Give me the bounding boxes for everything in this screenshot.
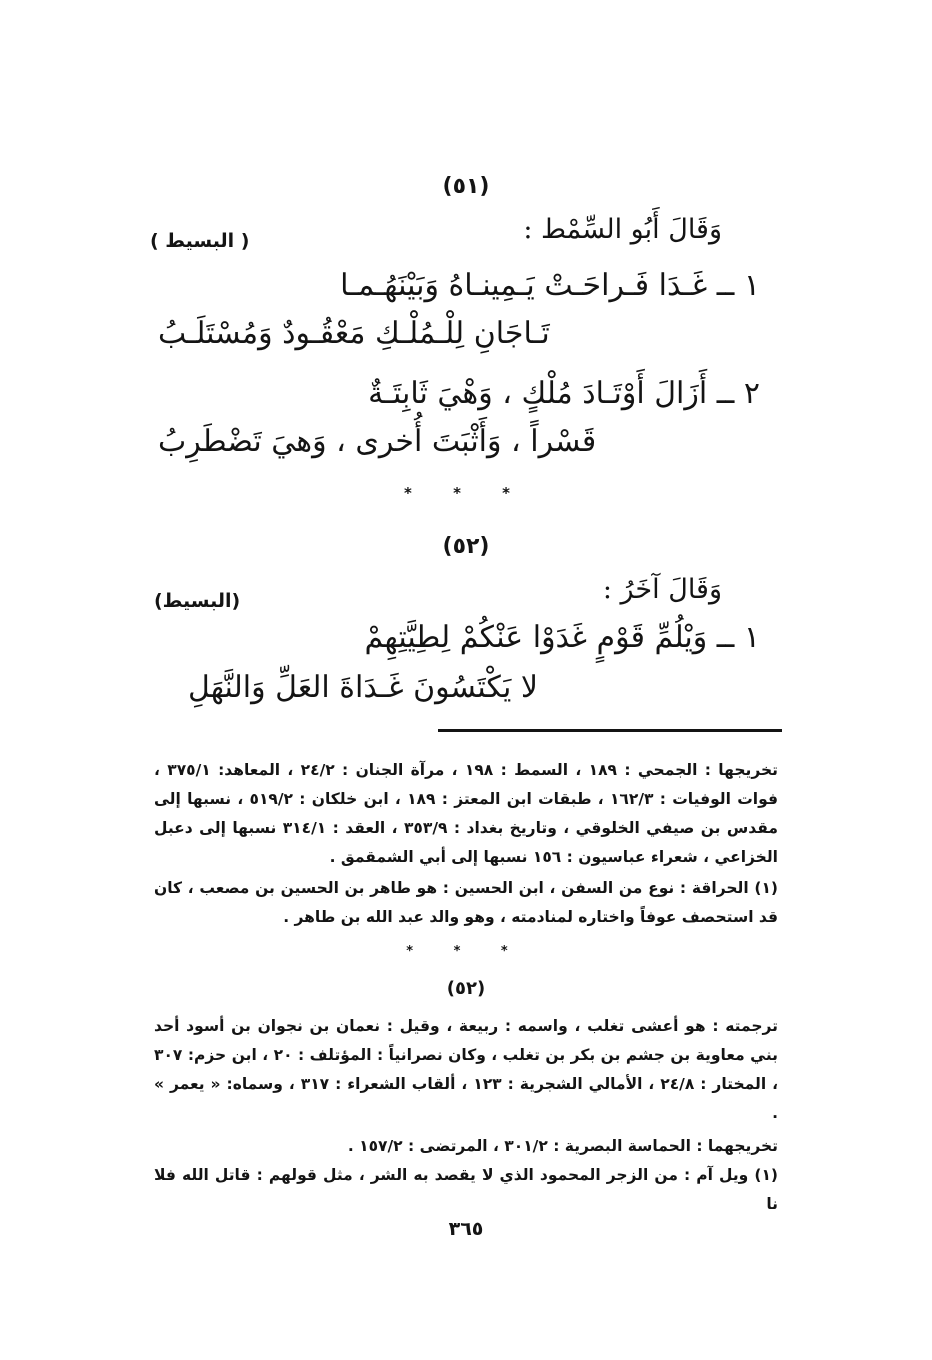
poem-51-meter: ( البسيط ) (150, 230, 250, 252)
poem-52-number: (٥٢) (442, 534, 490, 559)
poem-51-verse-2-first-hemistich: ٢ ــ أَزَالَ أَوْتَـادَ مُلْكٍ ، وَهْيَ ثَابِتَـةٌ (368, 376, 760, 411)
poem-51-verse-1-first-hemistich: ١ ــ غَـدَا فَـراحَـتْ يَـمِينـاهُ وَبَيْنَهُـمـا (340, 268, 760, 303)
poem-51-number: (٥١) (442, 174, 490, 199)
section-separator: * * * (404, 484, 528, 502)
notes-51-footnote-1: (١) الحراقة : نوع من السفن ، ابن الحسين : هو طاهر بن الحسين بن مصعب ، كان قد استحصف عوفاً واختاره لمنادمته ، وهو والد عبد الله بن طاهر . (154, 879, 778, 926)
footnote-divider (438, 729, 782, 732)
notes-52-takhrij: تخريجهما : الحماسة البصرية : ٣٠١/٢ ، المرتضى : ١٥٧/٢ . (347, 1137, 778, 1155)
notes-51-takhrij: تخريجها : الجمحي : ١٨٩ ، السمط : ١٩٨ ، مرآة الجنان : ٢٤/٢ ، المعاهد: ٣٧٥/١ ، فوات الوفيات : ١٦٢/٣ ، طبقات ابن المعتز : ١٨٩ ، ابن خلكان : ٥١٩/٢ ، نسبها إلى مقدس بن صيفي الخلوقي ، وتاريخ بغداد : ٣٥٣/٩ ، العقد : ٣١٤/١ نسبها إلى دعبل الخزاعي ، شعراء عباسيون : ١٥٦ نسبها إلى أبي الشمقمق . (154, 761, 778, 866)
poem-51-intro: وَقَالَ أَبُو السِّمْط : (523, 214, 722, 245)
poem-51-verse-2-second-hemistich: قَسْراً ، وَأَثْبَتَ أُخرى ، وَهيَ تَضْطَرِبُ (158, 424, 597, 459)
poem-51-verse-1-second-hemistich: تَـاجَانِ لِلْـمُلْـكِ مَعْقُـودٌ وَمُسْتَلَـبُ (158, 316, 550, 351)
notes-52-footnote-1: (١) ويل آم : من الزجر المحمود الذي لا يقصد به الشر ، مثل قولهم : قاتل الله فلا نا (154, 1166, 778, 1213)
notes-52-number: (٥٢) (446, 978, 486, 999)
poem-52-intro: وَقَالَ آخَرُ : (602, 574, 722, 605)
poem-52-verse-1-second-hemistich: لا يَكْتَسُونَ غَـدَاةَ العَلِّ وَالنَّهَلِ (188, 670, 539, 705)
notes-51-block (154, 756, 778, 932)
page-number: ٣٦٥ (448, 1218, 484, 1240)
notes-separator: * * * (406, 944, 526, 959)
notes-52-block (154, 1012, 778, 1219)
notes-52-tarjama: ترجمته : هو أعشى تغلب ، واسمه : ربيعة ، وقيل : نعمان بن نجوان بن أسود أحد بني معاوية بن جشم بن بكر بن تغلب ، وكان نصرانياً : المؤتلف : ٢٠ ، ابن حزم: ٣٠٧ ، المختار : ٢٤/٨ ، الأمالي الشجرية : ١٢٣ ، ألقاب الشعراء : ٣١٧ ، وسماه: « يعمر » . (154, 1017, 779, 1122)
poem-52-verse-1-first-hemistich: ١ ــ وَيْلُمِّ قَوْمٍ غَدَوْا عَنْكُمْ لِطِيَّتِهِمْ (364, 620, 760, 655)
poem-52-meter: (البسيط) (154, 590, 241, 612)
